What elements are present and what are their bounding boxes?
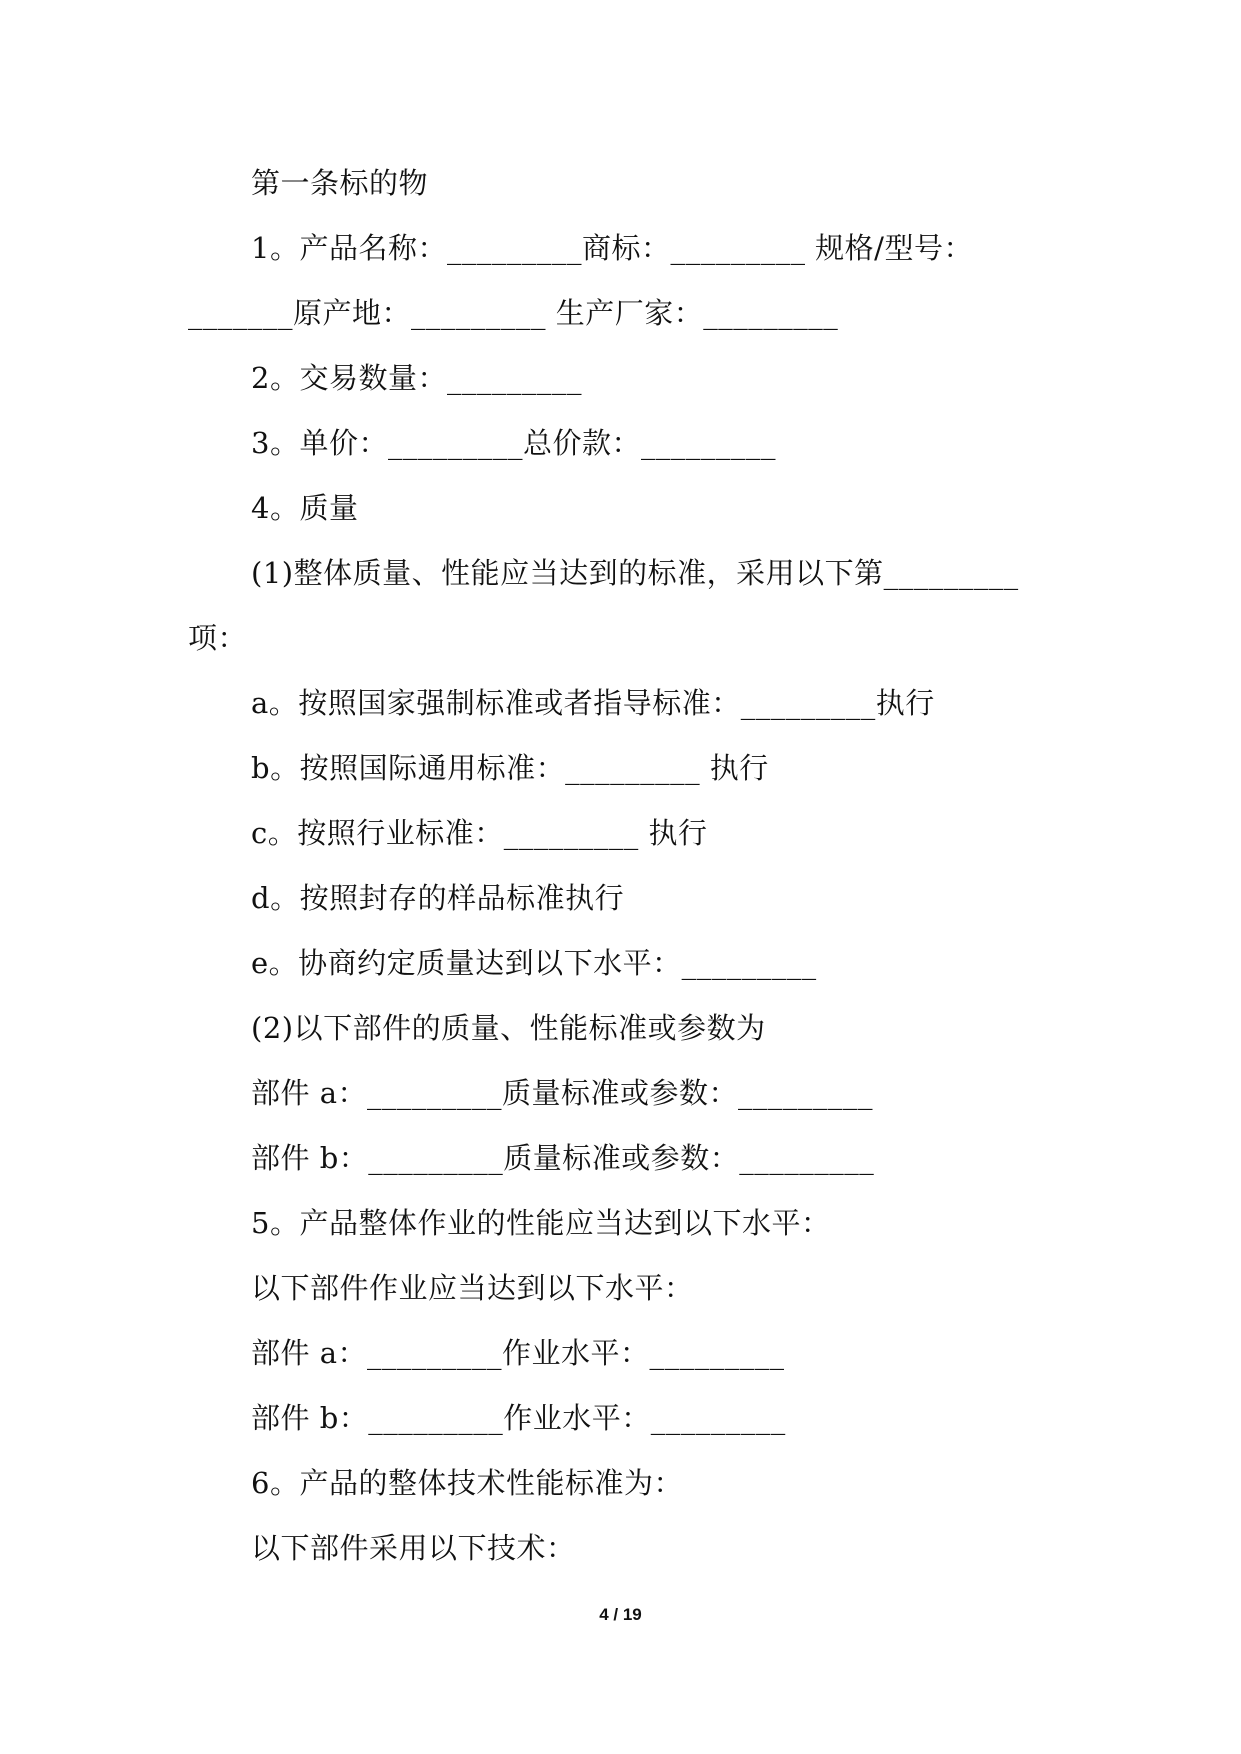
- text-line: _______原产地：_________ 生产厂家：_________: [188, 296, 839, 330]
- text-line: 1。产品名称：_________商标：_________ 规格/型号：: [251, 231, 973, 265]
- text-line: 2。交易数量：_________: [251, 361, 582, 395]
- text-line: (1)整体质量、性能应当达到的标准，采用以下第_________: [251, 556, 1019, 590]
- text-line: 以下部件作业应当达到以下水平：: [251, 1271, 694, 1305]
- text-line: a。按照国家强制标准或者指导标准：_________执行: [251, 686, 935, 720]
- text-line: e。协商约定质量达到以下水平：_________: [251, 946, 817, 980]
- text-line: 3。单价：_________总价款：_________: [251, 426, 776, 460]
- text-line: 以下部件采用以下技术：: [251, 1531, 576, 1565]
- page-number: 4 / 19: [599, 1605, 642, 1624]
- text-line: 6。产品的整体技术性能标准为：: [251, 1466, 683, 1500]
- text-line: 4。质量: [251, 491, 359, 525]
- text-line: 部件 b：_________作业水平：_________: [251, 1401, 786, 1435]
- text-line: 部件 b：_________质量标准或参数：_________: [251, 1141, 875, 1175]
- text-line: 项：: [188, 621, 248, 655]
- text-line: b。按照国际通用标准：_________ 执行: [251, 751, 769, 785]
- text-line: d。按照封存的样品标准执行: [251, 881, 625, 915]
- section-heading: 第一条标的物: [251, 166, 429, 200]
- text-line: (2)以下部件的质量、性能标准或参数为: [251, 1011, 766, 1045]
- text-line: 部件 a：_________作业水平：_________: [251, 1336, 785, 1370]
- text-line: 部件 a：_________质量标准或参数：_________: [251, 1076, 874, 1110]
- text-line: 5。产品整体作业的性能应当达到以下水平：: [251, 1206, 831, 1240]
- text-line: c。按照行业标准：_________ 执行: [251, 816, 708, 850]
